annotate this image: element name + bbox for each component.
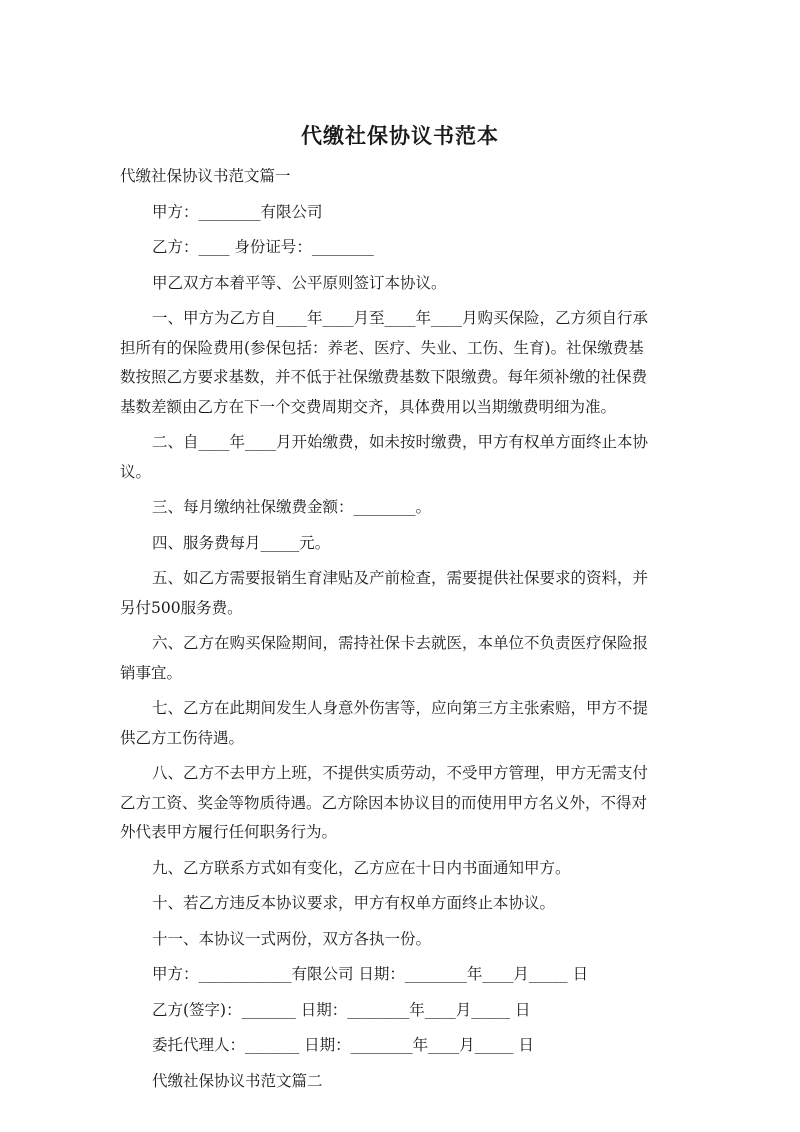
clause-8-line-2: 乙方工资、奖金等物质待遇。乙方除因本协议目的而使用甲方名义外，不得对: [120, 793, 648, 812]
section-heading-1: 代缴社保协议书范文篇一: [120, 167, 291, 185]
signature-agent: 委托代理人：_______ 日期：________年____月_____ 日: [152, 1036, 534, 1054]
clause-2-line-2: 议。: [120, 462, 152, 481]
clause-6-line-2: 销事宜。: [120, 663, 183, 682]
clause-1-line-2: 担所有的保险费用(参保包括：养老、医疗、失业、工伤、生育)。社保缴费基: [120, 338, 644, 357]
clause-7-line-1: 七、乙方在此期间发生人身意外伤害等，应向第三方主张索赔，甲方不提: [152, 699, 649, 717]
preamble: 甲乙双方本着平等、公平原则签订本协议。: [152, 273, 447, 292]
clause-1-line-4: 基数差额由乙方在下一个交费周期交齐，具体费用以当期缴费明细为准。: [120, 397, 617, 416]
clause-1-line-3: 数按照乙方要求基数，并不低于社保缴费基数下限缴费。每年须补缴的社保费: [120, 368, 648, 386]
party-a-line: 甲方：________有限公司: [152, 202, 323, 221]
clause-5-line-1: 五、如乙方需要报销生育津贴及产前检查，需要提供社保要求的资料，并: [152, 569, 649, 587]
clause-3: 三、每月缴纳社保缴费金额：________。: [152, 498, 432, 516]
clause-8-line-1: 八、乙方不去甲方上班，不提供实质劳动，不受甲方管理，甲方无需支付: [152, 764, 649, 782]
clause-6-line-1: 六、乙方在购买保险期间，需持社保卡去就医，本单位不负责医疗保险报: [152, 634, 649, 652]
signature-party-a: 甲方：____________有限公司 日期：________年____月_____ 日: [152, 965, 589, 983]
clause-2-line-1: 二、自____年____月开始缴费，如未按时缴费，甲方有权单方面终止本协: [152, 433, 649, 451]
clause-10: 十、若乙方违反本协议要求，甲方有权单方面终止本协议。: [152, 894, 556, 912]
section-heading-2: 代缴社保协议书范文篇二: [152, 1071, 323, 1090]
clause-1-line-1: 一、甲方为乙方自____年____月至____年____月购买保险，乙方须自行承: [152, 309, 649, 327]
signature-party-b: 乙方(签字)：_______ 日期：________年____月_____ 日: [152, 1000, 531, 1019]
clause-9: 九、乙方联系方式如有变化，乙方应在十日内书面通知甲方。: [152, 858, 571, 877]
clause-4: 四、服务费每月_____元。: [152, 533, 331, 552]
document-title: 代缴社保协议书范本: [301, 123, 499, 148]
party-b-line: 乙方：____ 身份证号：________: [152, 238, 374, 256]
clause-11: 十一、本协议一式两份，双方各执一份。: [152, 929, 432, 948]
clause-8-line-3: 外代表甲方履行任何职务行为。: [120, 823, 338, 841]
document-body: [120, 162, 680, 1096]
clause-5-line-2: 另付500服务费。: [120, 598, 243, 617]
clause-7-line-2: 供乙方工伤待遇。: [120, 728, 245, 747]
